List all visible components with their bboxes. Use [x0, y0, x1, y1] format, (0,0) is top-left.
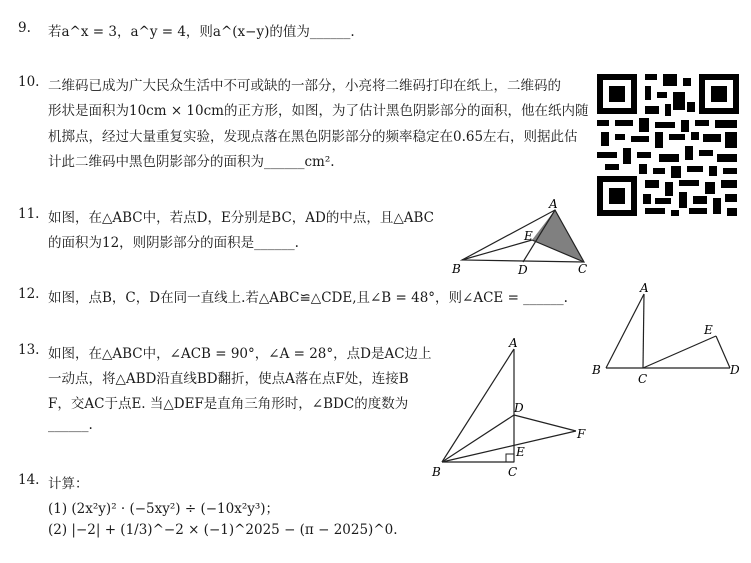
figure-q13-triangle [428, 335, 593, 485]
label-e: E [524, 229, 533, 243]
question-text-line: 形状是面积为10cm × 10cm的正方形，如图，为了估计黑色阴影部分的面积，他在纸内随 [48, 103, 589, 119]
label-f: F [577, 427, 586, 441]
question-text-line: 一动点，将△ABD沿直线BD翻折，使点A落在点F处，连接B [48, 371, 409, 387]
question-number: 14. [18, 472, 40, 488]
label-c: C [638, 372, 648, 386]
question-text-line: ______. [48, 417, 93, 433]
question-number: 9. [18, 20, 31, 36]
question-number: 12. [18, 286, 40, 302]
label-b: B [432, 465, 441, 479]
question-text: 若a^x = 3，a^y = 4，则a^(x−y)的值为______. [48, 24, 355, 40]
label-c: C [578, 262, 588, 276]
question-text: 如图，点B，C，D在同一直线上.若△ABC≌△CDE,且∠B = 48°，则∠ACE = ______. [48, 290, 568, 306]
label-b: B [452, 262, 461, 276]
qr-code-image [595, 72, 741, 218]
question-text-line: F，交AC于点E. 当△DEF是直角三角形时，∠BDC的度数为 [48, 396, 409, 412]
question-text-line: 二维码已成为广大民众生活中不可或缺的一部分，小亮将二维码打印在纸上，二维码的 [48, 78, 561, 94]
label-d: D [730, 363, 740, 377]
figure-q12-triangles [590, 280, 742, 388]
label-d: D [514, 401, 524, 415]
question-text-line: 计算： [48, 476, 89, 492]
label-c: C [508, 465, 518, 479]
figure-q11-triangle [448, 198, 598, 280]
question-number: 11. [18, 206, 40, 222]
label-e: E [516, 445, 525, 459]
question-text-line: 机掷点，经过大量重复实验，发现点落在黑色阴影部分的频率稳定在0.65左右，则据此估 [48, 129, 578, 145]
question-text-line: 的面积为12，则阴影部分的面积是______. [48, 235, 299, 251]
question-text-line: 如图，在△ABC中，若点D，E分别是BC，AD的中点，且△ABC [48, 210, 435, 226]
label-e: E [704, 323, 713, 337]
label-b: B [592, 363, 601, 377]
question-text-line: 计此二维码中黑色阴影部分的面积为______cm². [48, 154, 335, 170]
label-a: A [640, 281, 649, 295]
question-number: 13. [18, 342, 40, 358]
question-subpart-1: (1) (2x²y)² · (−5xy²) ÷ (−10x²y³)； [48, 501, 280, 517]
label-a: A [509, 336, 518, 350]
question-number: 10. [18, 74, 40, 90]
label-d: D [518, 263, 528, 277]
question-subpart-2: (2) |−2| + (1/3)^−2 × (−1)^2025 − (π − 2025)^0. [48, 522, 398, 538]
label-a: A [549, 198, 558, 211]
question-text-line: 如图，在△ABC中，∠ACB = 90°，∠A = 28°，点D是AC边上 [48, 346, 432, 362]
